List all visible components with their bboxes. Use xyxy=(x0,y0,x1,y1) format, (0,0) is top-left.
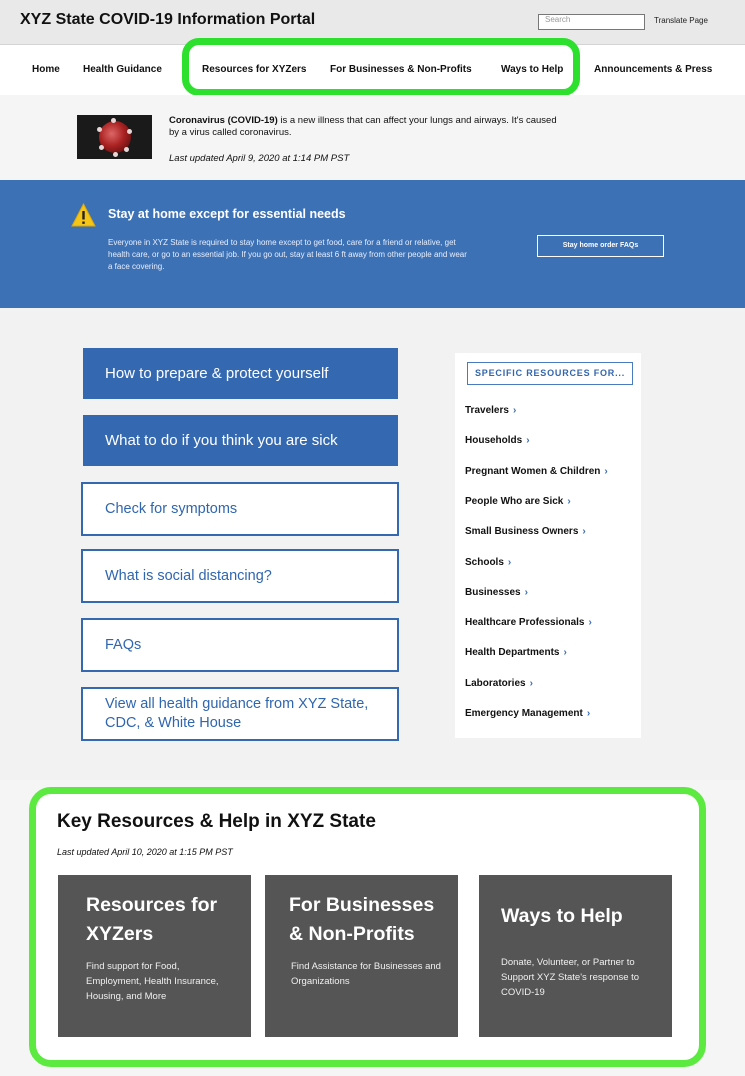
nav-highlight-outline xyxy=(182,38,580,96)
search-input[interactable]: Search xyxy=(538,14,645,30)
resource-link[interactable] xyxy=(465,647,567,658)
prepare-protect-button[interactable]: How to prepare & protect yourself xyxy=(83,348,398,399)
chevron-right-icon: › xyxy=(567,495,571,507)
card-title: For Businesses & Non-Profits xyxy=(289,894,435,945)
resource-label: People Who are Sick xyxy=(465,495,564,507)
stay-home-faq-button[interactable]: Stay home order FAQs xyxy=(537,235,664,257)
coronavirus-image xyxy=(77,115,152,159)
chevron-right-icon: › xyxy=(512,405,517,416)
card-description: Find Assistance for Businesses and Organizations xyxy=(291,961,441,987)
resource-label: Schools xyxy=(465,556,504,568)
card-businesses-nonprofits[interactable] xyxy=(265,875,458,1037)
view-all-guidance-button[interactable]: View all health guidance from XYZ State, CDC, & White House xyxy=(81,687,399,741)
chevron-right-icon: › xyxy=(563,647,567,659)
resource-link[interactable] xyxy=(465,526,586,537)
resource-link[interactable] xyxy=(465,617,592,628)
resource-link[interactable] xyxy=(465,557,511,568)
card-resources-for-xyzers[interactable] xyxy=(58,875,251,1037)
nav-item-announcements[interactable]: Announcements & Press xyxy=(594,64,713,75)
resource-label: Small Business Owners xyxy=(465,526,579,538)
intro-text: is a new illness that can affect your lungs and airways. It's caused by a virus called coronavirus. xyxy=(169,115,557,138)
resource-link[interactable] xyxy=(465,496,571,507)
resource-link[interactable] xyxy=(465,405,516,416)
resource-link[interactable] xyxy=(465,435,530,446)
resource-label: Households xyxy=(465,435,523,447)
chevron-right-icon: › xyxy=(582,526,586,538)
chevron-right-icon: › xyxy=(524,586,528,598)
card-title: Resources for XYZers xyxy=(86,894,218,945)
health-guidance-section xyxy=(0,308,745,780)
chevron-right-icon: › xyxy=(507,556,512,568)
specific-resources-heading: SPECIFIC RESOURCES FOR... xyxy=(467,362,633,385)
intro-section xyxy=(0,95,745,180)
stay-home-alert xyxy=(0,180,745,308)
chevron-right-icon: › xyxy=(586,708,591,719)
resource-link[interactable] xyxy=(465,678,533,689)
nav-item-ways-to-help[interactable]: Ways to Help xyxy=(501,64,564,75)
chevron-right-icon: › xyxy=(604,465,608,477)
resource-label: Health Departments xyxy=(465,647,560,659)
alert-body: Everyone in XYZ State is required to stay home except to get food, care for a friend or relative, get health care, or go to an essential job. If you go out, stay at least 6 ft away from other people and wear a face covering. xyxy=(108,238,467,271)
resource-link[interactable] xyxy=(465,466,608,477)
key-resources-last-updated: Last updated April 10, 2020 at 1:15 PM PST xyxy=(57,847,233,857)
intro-description xyxy=(169,115,569,139)
nav-item-home[interactable]: Home xyxy=(32,64,60,75)
resource-label: Healthcare Professionals xyxy=(465,617,585,629)
key-resources-title: Key Resources & Help in XYZ State xyxy=(57,811,376,832)
card-title: Ways to Help xyxy=(501,905,623,927)
specific-resources-panel xyxy=(455,353,641,738)
translate-page-link[interactable]: Translate Page xyxy=(654,16,708,25)
resource-link[interactable] xyxy=(465,708,590,719)
card-ways-to-help[interactable] xyxy=(479,875,672,1037)
warning-icon xyxy=(71,203,96,227)
resource-label: Pregnant Women & Children xyxy=(465,465,601,477)
check-symptoms-button[interactable]: Check for symptoms xyxy=(81,482,399,536)
alert-title: Stay at home except for essential needs xyxy=(108,207,346,221)
site-title: XYZ State COVID-19 Information Portal xyxy=(20,11,316,28)
resource-label: Emergency Management xyxy=(465,708,583,719)
nav-item-health-guidance[interactable]: Health Guidance xyxy=(83,64,162,75)
chevron-right-icon: › xyxy=(529,677,533,689)
resource-label: Laboratories xyxy=(465,677,526,689)
nav-item-businesses[interactable]: For Businesses & Non-Profits xyxy=(330,64,472,75)
card-description: Donate, Volunteer, or Partner to Support XYZ State's response to COVID-19 xyxy=(501,957,640,998)
resource-label: Travelers xyxy=(465,405,509,416)
key-resources-section xyxy=(0,780,745,1076)
resource-label: Businesses xyxy=(465,586,521,598)
chevron-right-icon: › xyxy=(526,435,530,447)
faqs-button[interactable]: FAQs xyxy=(81,618,399,672)
intro-last-updated: Last updated April 9, 2020 at 1:14 PM PST xyxy=(169,153,350,164)
card-description: Find support for Food, Employment, Health Insurance, Housing, and More xyxy=(86,961,219,1002)
social-distancing-button[interactable]: What is social distancing? xyxy=(81,549,399,603)
if-sick-button[interactable]: What to do if you think you are sick xyxy=(83,415,398,466)
resource-link[interactable] xyxy=(465,587,528,598)
nav-item-resources[interactable]: Resources for XYZers xyxy=(202,64,307,75)
virus-name: Coronavirus (COVID-19) xyxy=(169,115,278,126)
chevron-right-icon: › xyxy=(588,617,592,629)
